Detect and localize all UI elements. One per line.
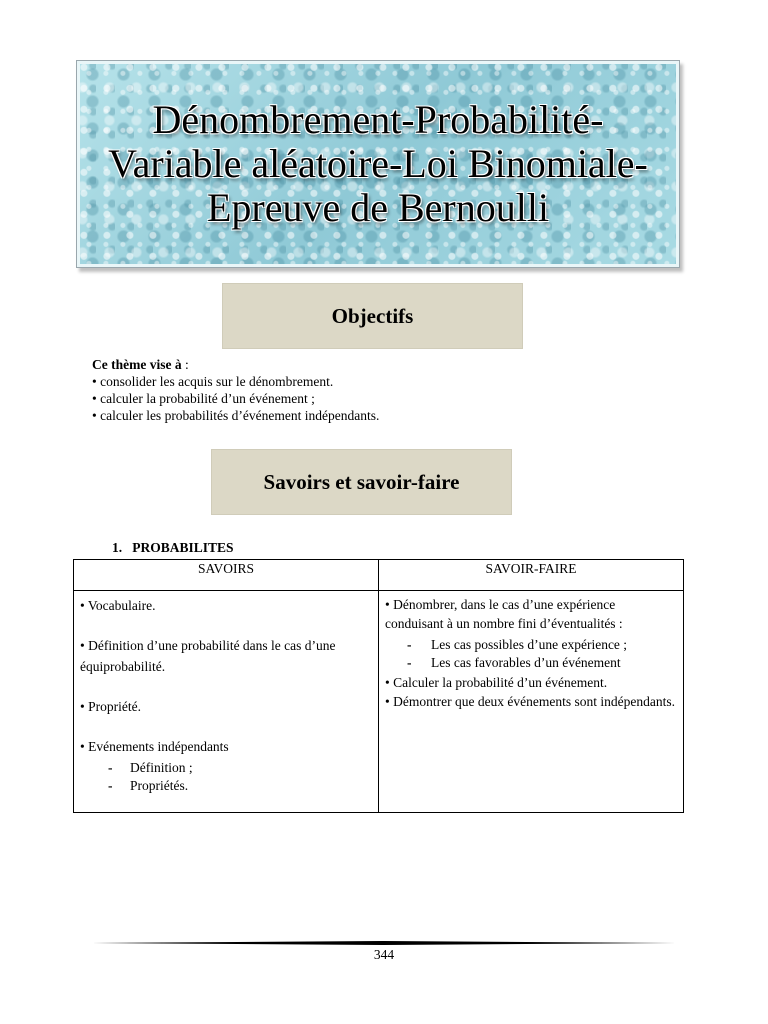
savoir-faire-calculer: • Calculer la probabilité d’un événement.: [385, 675, 608, 690]
savoir-propriete: • Propriété.: [80, 699, 141, 714]
savoir-definition: • Définition d’une probabilité dans le cas d’une équiprobabilité.: [80, 638, 336, 674]
list-item: - Les cas possibles d’une expérience ;: [407, 637, 677, 653]
skills-heading: Savoirs et savoir-faire: [263, 469, 460, 494]
savoirs-cell: [74, 591, 379, 813]
objectives-intro: [92, 356, 379, 424]
savoir-faire-denombrer: • Dénombrer, dans le cas d’une expérience conduisant à un nombre fini d’éventualités :: [385, 597, 623, 631]
skills-heading-box: [212, 450, 511, 514]
independants-sub-list: [108, 759, 372, 795]
denombrer-sub-list: [407, 637, 677, 671]
objectives-lead: Ce thème vise à: [92, 357, 182, 372]
list-item: - Les cas favorables d’un événement: [407, 655, 677, 671]
list-item: - Définition ;: [108, 759, 372, 777]
objectives-lead-suffix: :: [181, 357, 189, 372]
objectives-heading-box: [223, 284, 522, 348]
savoir-vocabulaire: • Vocabulaire.: [80, 598, 156, 613]
section-heading: [112, 540, 234, 556]
savoir-independants: • Evénements indépendants: [80, 739, 229, 754]
list-item: - Propriétés.: [108, 777, 372, 795]
document-title: Dénombrement-Probabilité-Variable aléatoire-Loi Binomiale-Epreuve de Bernoulli: [108, 97, 648, 230]
savoir-faire-demontrer: • Démontrer que deux événements sont indépendants.: [385, 694, 676, 709]
page-number: 344: [373, 947, 395, 962]
footer-divider: [92, 941, 676, 945]
objective-item: • calculer la probabilité d’un événement ;: [92, 391, 315, 406]
section-title: PROBABILITES: [132, 540, 234, 555]
table-row: [74, 591, 684, 813]
header-savoirs: SAVOIRS: [74, 560, 379, 591]
table-header-row: [74, 560, 684, 591]
skills-table: [73, 559, 684, 813]
objective-item: • consolider les acquis sur le dénombrement.: [92, 374, 334, 389]
objectives-heading: Objectifs: [331, 303, 414, 328]
savoir-faire-cell: [379, 591, 684, 813]
title-banner: [76, 60, 680, 268]
section-number: 1.: [112, 540, 123, 555]
header-savoir-faire: SAVOIR-FAIRE: [379, 560, 684, 591]
objectives-lead-line: [92, 356, 379, 373]
objective-item: • calculer les probabilités d’événement indépendants.: [92, 408, 380, 423]
